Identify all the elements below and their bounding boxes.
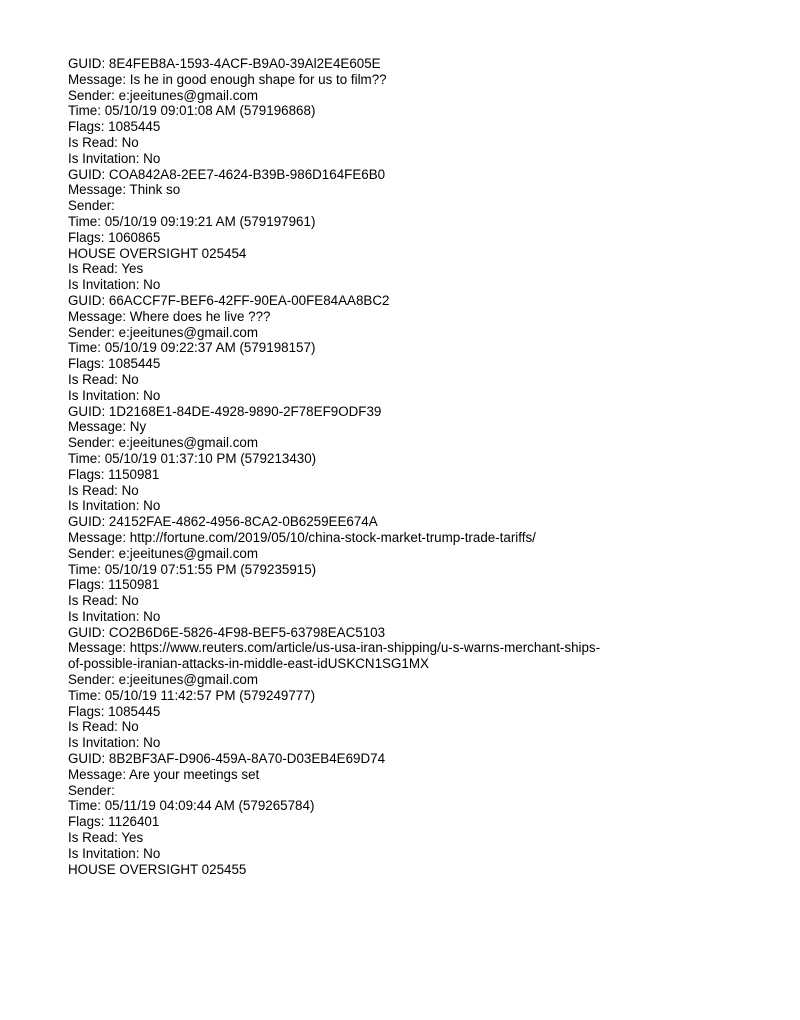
sender-line: Sender: e:jeeitunes@gmail.com [68, 324, 258, 340]
sender-line: Sender: [68, 782, 115, 798]
is-invitation-line: Is Invitation: No [68, 277, 161, 293]
guid-line: GUID: 66ACCF7F-BEF6-42FF-90EA-00FE84AA8BC2 [68, 292, 390, 308]
message-record [68, 514, 768, 625]
is-read-line: Is Read: No [68, 482, 139, 498]
is-read-line: Is Read: No [68, 593, 139, 609]
flags-line: Flags: 1150981 [68, 577, 160, 593]
flags-line: Flags: 1150981 [68, 466, 160, 482]
flags-line: Flags: 1085445 [68, 119, 161, 135]
flags-line: Flags: 1085445 [68, 703, 161, 719]
is-read-line: Is Read: No [68, 719, 139, 735]
is-invitation-line: Is Invitation: No [68, 845, 161, 861]
sender-line: Sender: e:jeeitunes@gmail.com [68, 545, 258, 561]
message-line: Message: Is he in good enough shape for us to film?? [68, 71, 387, 87]
guid-line: GUID: 24152FAE-4862-4956-8CA2-0B6259EE674A [68, 514, 378, 530]
is-invitation-line: Is Invitation: No [68, 150, 161, 166]
is-read-line: Is Read: No [68, 134, 139, 150]
message-line: Message: https://www.reuters.com/article/us-usa-iran-shipping/u-s-warns-merchant-ships- [68, 640, 601, 656]
time-line: Time: 05/10/19 09:01:08 AM (579196868) [68, 103, 316, 119]
message-line-continued: of-possible-iranian-attacks-in-middle-east-idUSKCN1SG1MX [68, 656, 429, 672]
flags-line: Flags: 1060865 [68, 229, 161, 245]
sender-line: Sender: [68, 198, 115, 214]
bates-stamp: HOUSE OVERSIGHT 025454 [68, 245, 247, 261]
flags-line: Flags: 1085445 [68, 356, 161, 372]
message-line: Message: Where does he live ??? [68, 308, 271, 324]
time-line: Time: 05/10/19 09:19:21 AM (579197961) [68, 213, 316, 229]
is-invitation-line: Is Invitation: No [68, 387, 161, 403]
sender-line: Sender: e:jeeitunes@gmail.com [68, 435, 258, 451]
message-line: Message: Ny [68, 419, 147, 435]
message-record [68, 751, 768, 862]
is-invitation-line: Is Invitation: No [68, 735, 161, 751]
time-line: Time: 05/10/19 09:22:37 AM (579198157) [68, 340, 316, 356]
bates-stamp-footer: HOUSE OVERSIGHT 025455 [68, 861, 247, 877]
sender-line: Sender: e:jeeitunes@gmail.com [68, 672, 258, 688]
guid-line: GUID: 8B2BF3AF-D906-459A-8A70-D03EB4E69D74 [68, 751, 386, 767]
is-invitation-line: Is Invitation: No [68, 608, 161, 624]
flags-line: Flags: 1126401 [68, 814, 160, 830]
guid-line: GUID: CO2B6D6E-5826-4F98-BEF5-63798EAC5103 [68, 624, 386, 640]
document-page [68, 56, 768, 877]
is-read-line: Is Read: No [68, 371, 139, 387]
is-read-line: Is Read: Yes [68, 261, 144, 277]
message-line: Message: Think so [68, 182, 181, 198]
message-record [68, 56, 768, 167]
message-record [68, 293, 768, 404]
guid-line: GUID: 1D2168E1-84DE-4928-9890-2F78EF9ODF39 [68, 403, 382, 419]
message-record [68, 625, 768, 751]
message-record [68, 404, 768, 515]
guid-line: GUID: COA842A8-2EE7-4624-B39B-986D164FE6B0 [68, 166, 386, 182]
sender-line: Sender: e:jeeitunes@gmail.com [68, 87, 258, 103]
guid-line: GUID: 8E4FEB8A-1593-4ACF-B9A0-39Al2E4E605E [68, 56, 381, 71]
is-invitation-line: Is Invitation: No [68, 498, 161, 514]
time-line: Time: 05/10/19 01:37:10 PM (579213430) [68, 450, 317, 466]
time-line: Time: 05/10/19 11:42:57 PM (579249777) [68, 687, 316, 703]
message-line: Message: http://fortune.com/2019/05/10/china-stock-market-trump-trade-tariffs/ [68, 529, 536, 545]
is-read-line: Is Read: Yes [68, 830, 144, 846]
message-line: Message: Are your meetings set [68, 766, 260, 782]
message-record [68, 167, 768, 293]
time-line: Time: 05/11/19 04:09:44 AM (579265784) [68, 798, 315, 814]
time-line: Time: 05/10/19 07:51:55 PM (579235915) [68, 561, 317, 577]
